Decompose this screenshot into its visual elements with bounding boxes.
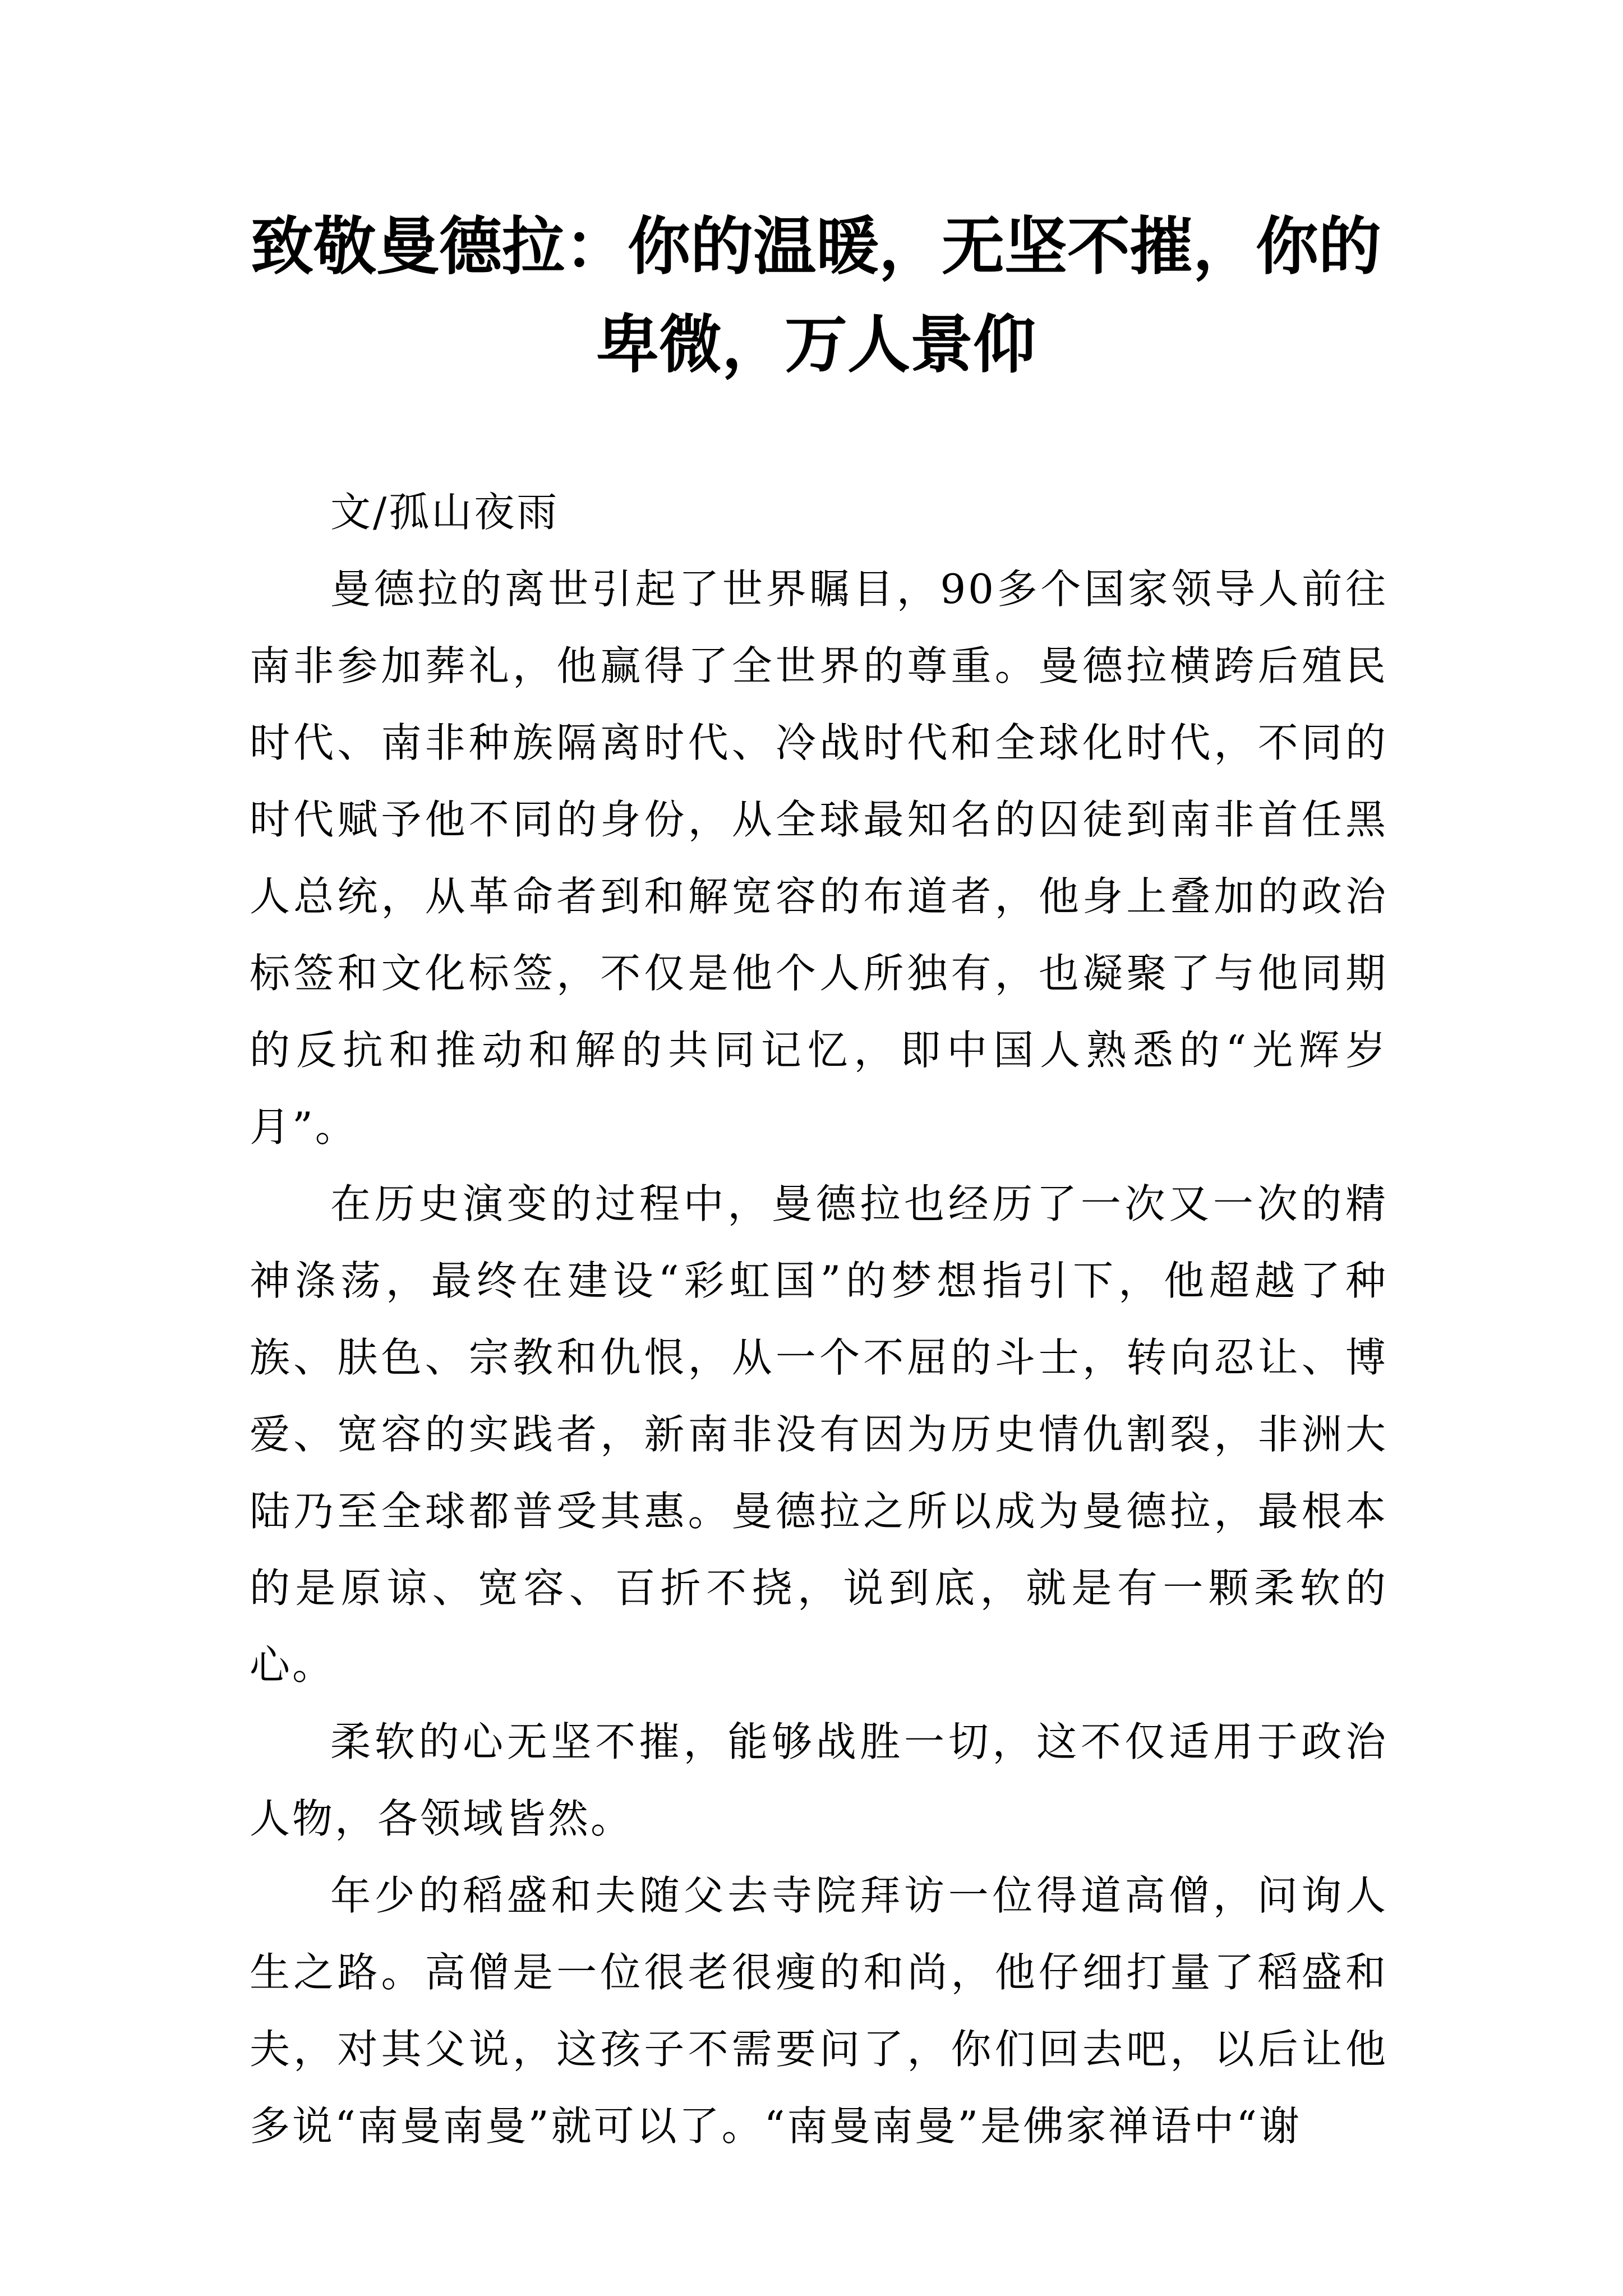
paragraph: 年少的稻盛和夫随父去寺院拜访一位得道高僧，问询人生之路。高僧是一位很老很瘦的和尚，他仔细打量了稻盛和夫，对其父说，这孩子不需要问了，你们回去吧，以后让他多说“南曼南曼”就可以了。“南曼南曼”是佛家禅语中“谢 — [250, 1872, 1388, 2150]
paragraph: 在历史演变的过程中，曼德拉也经历了一次又一次的精神涤荡，最终在建设“彩虹国”的梦想指引下，他超越了种族、肤色、宗教和仇恨，从一个不屈的斗士，转向忍让、博爱、宽容的实践者，新南非没有因为历史情仇割裂，非洲大陆乃至全球都普受其惠。曼德拉之所以成为曼德拉，最根本的是原谅、宽容、百折不挠，说到底，就是有一颗柔软的心。 — [250, 1180, 1388, 1688]
byline: 文/孤山夜雨 — [330, 489, 560, 536]
document-title: 致敬曼德拉：你的温暖，无坚不摧，你的卑微，万人景仰 — [251, 210, 1381, 381]
document-body — [250, 474, 1388, 2165]
paragraph: 柔软的心无坚不摧，能够战胜一切，这不仅适用于政治人物，各领域皆然。 — [250, 1718, 1388, 1842]
paragraph: 曼德拉的离世引起了世界瞩目，90多个国家领导人前往南非参加葬礼，他赢得了全世界的尊重。曼德拉横跨后殖民时代、南非种族隔离时代、冷战时代和全球化时代，不同的时代赋予他不同的身份，从全球最知名的囚徒到南非首任黑人总统，从革命者到和解宽容的布道者，他身上叠加的政治标签和文化标签，不仅是他个人所独有，也凝聚了与他同期的反抗和推动和解的共同记忆，即中国人熟悉的“光辉岁月”。 — [250, 565, 1388, 1151]
